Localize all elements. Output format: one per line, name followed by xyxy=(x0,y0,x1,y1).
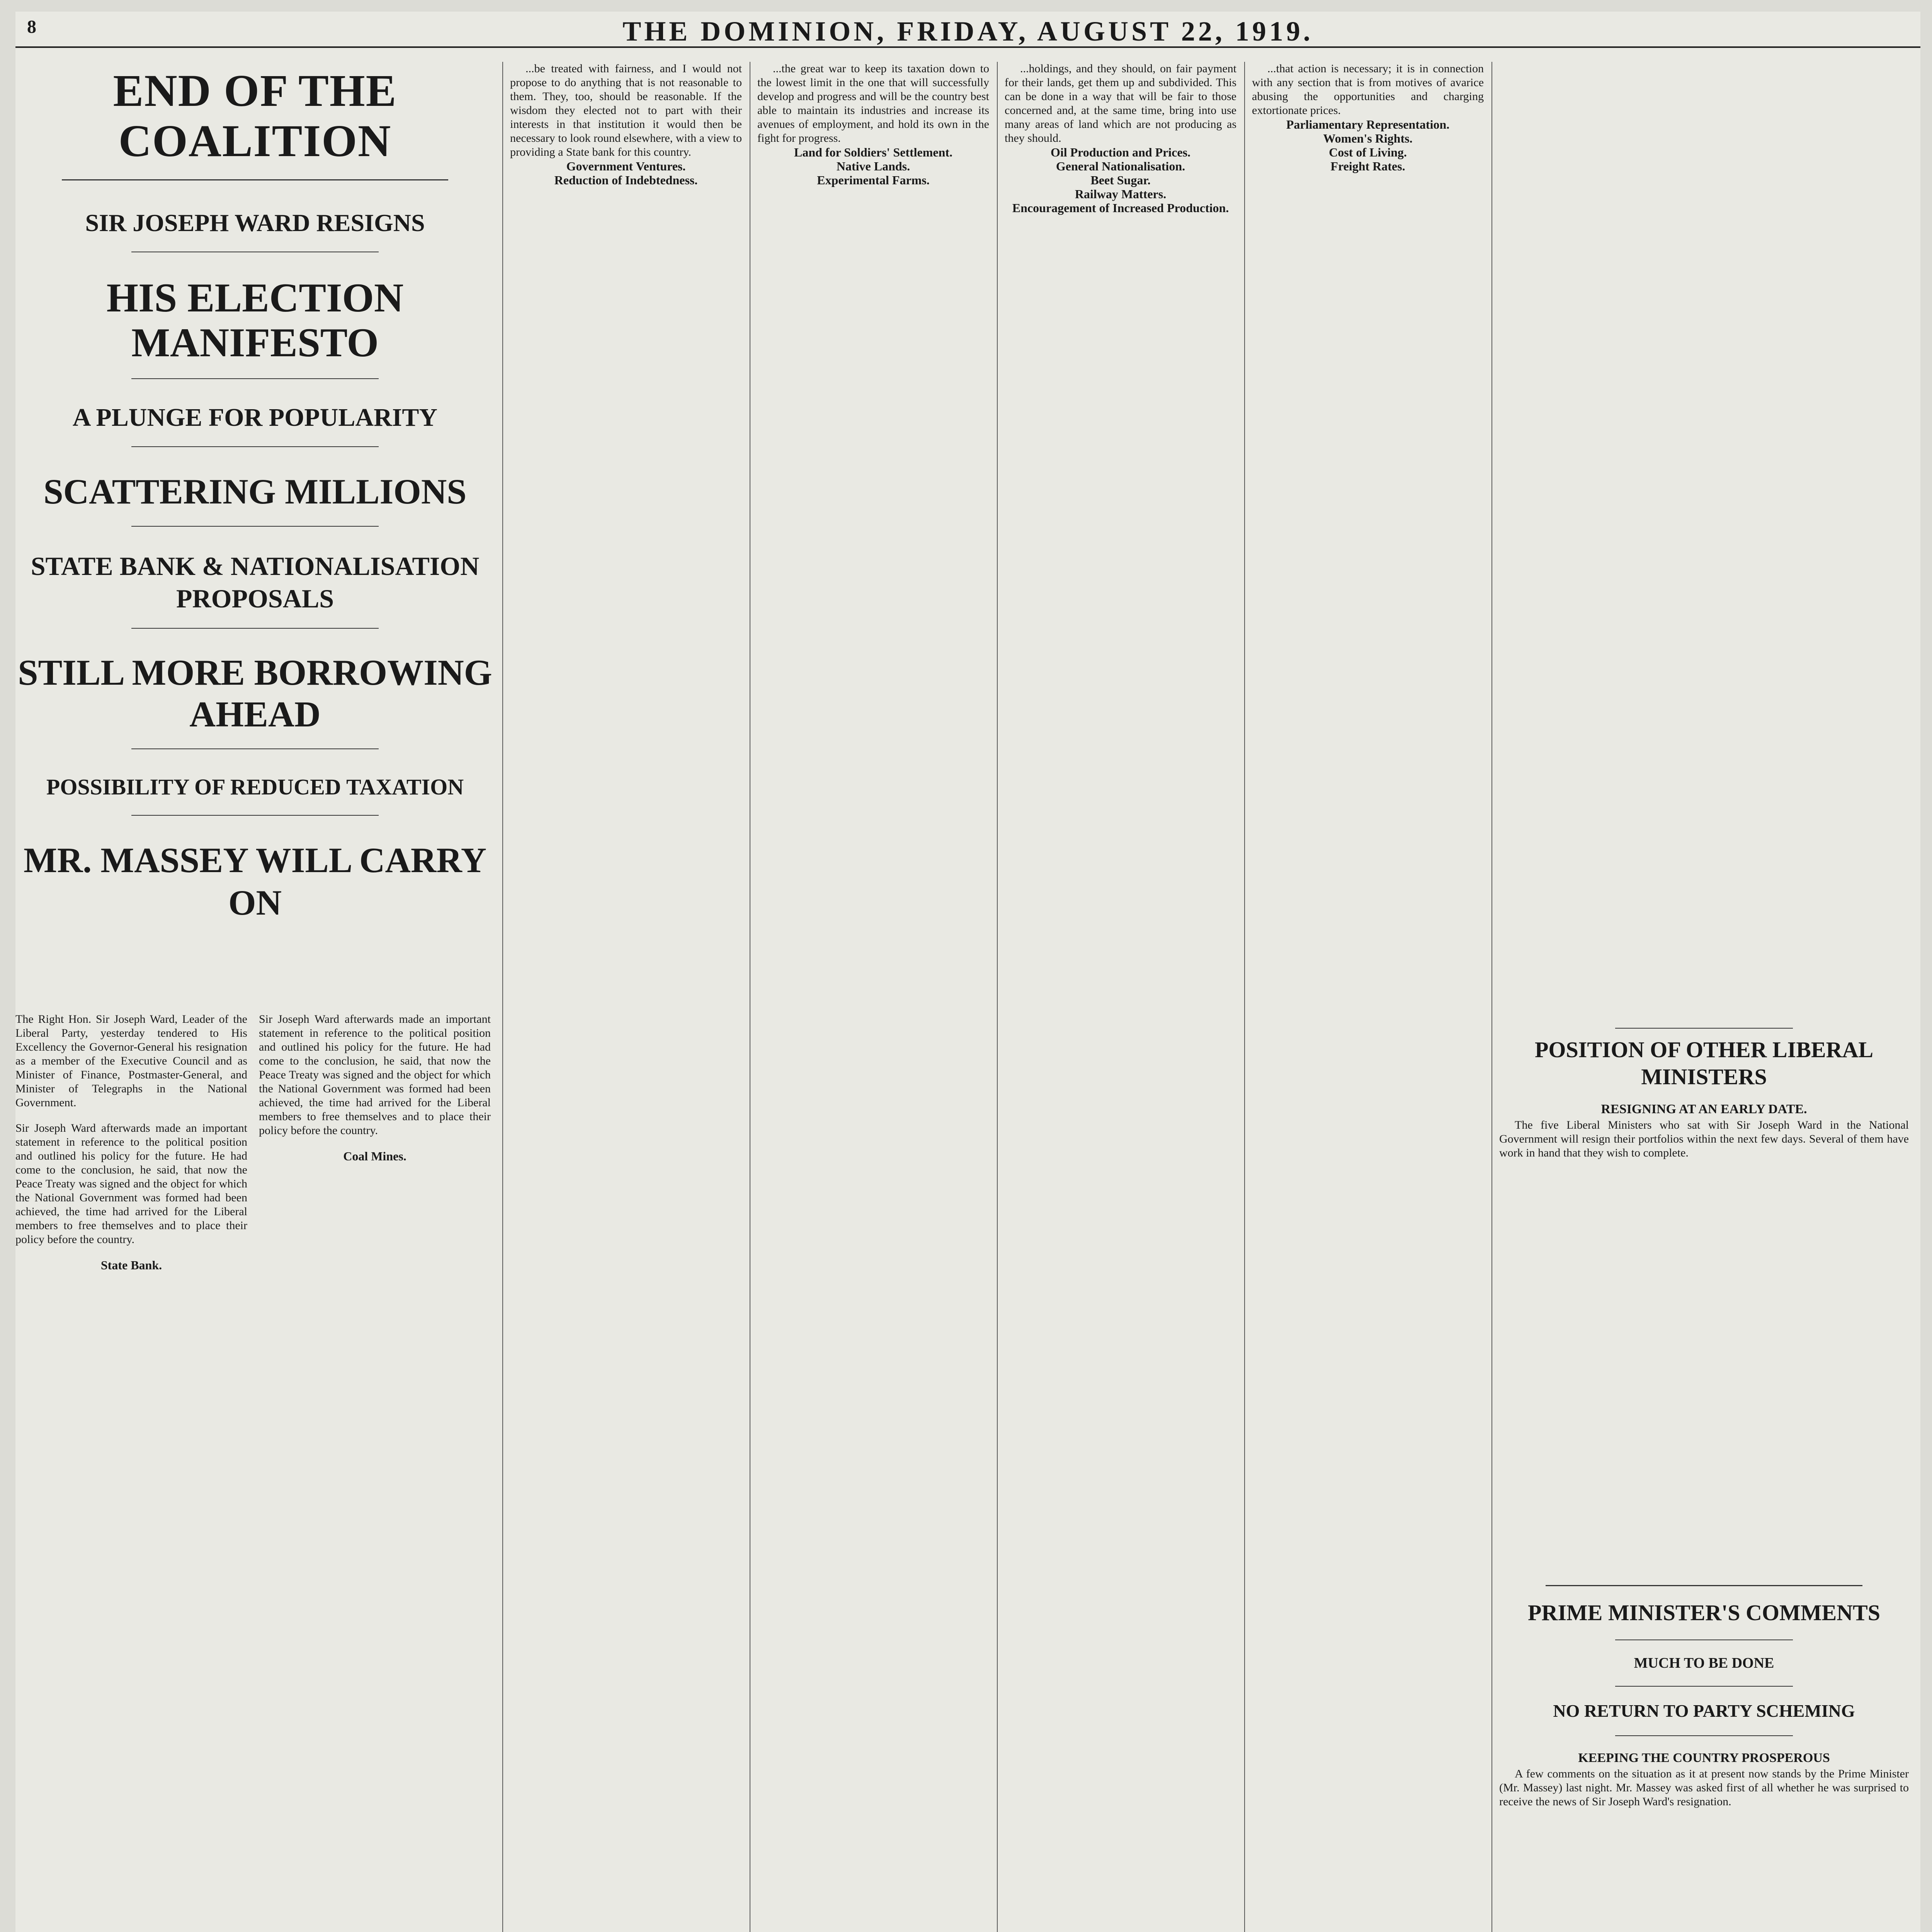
column-6 xyxy=(1499,62,1909,1932)
divider xyxy=(131,628,379,629)
page-number: 8 xyxy=(27,17,36,37)
headline-7: STILL MORE BORROWING AHEAD xyxy=(18,653,492,735)
paragraph: Sir Joseph Ward afterwards made an important statement in reference to the political position and outlined his policy for the future. He had come to the conclusion, he said, that now the Peace Treaty was signed and the object for which the National Government was formed had been achieved, the time had arrived for the Liberal members to free themselves and to place their policy before the country. xyxy=(259,1013,491,1137)
sidebar-headline-2: MUCH TO BE DONE xyxy=(1634,1655,1774,1671)
lead-headlines xyxy=(15,66,495,924)
subhead: Beet Sugar. xyxy=(1090,173,1151,187)
subhead: State Bank. xyxy=(100,1258,162,1272)
divider xyxy=(1615,1028,1793,1029)
headline-5: SCATTERING MILLIONS xyxy=(43,472,467,511)
running-head: THE DOMINION, FRIDAY, AUGUST 22, 1919. xyxy=(622,16,1313,47)
sidebar-headline-3: NO RETURN TO PARTY SCHEMING xyxy=(1553,1701,1855,1721)
subhead: Coal Mines. xyxy=(343,1149,406,1163)
sidebar-headline-4: KEEPING THE COUNTRY PROSPEROUS xyxy=(1578,1751,1830,1765)
subhead: Land for Soldiers' Settlement. xyxy=(794,145,953,159)
sidebar-subhead: RESIGNING AT AN EARLY DATE. xyxy=(1601,1102,1807,1116)
divider xyxy=(131,446,379,447)
subhead: Women's Rights. xyxy=(1323,131,1413,145)
column-5 xyxy=(1252,62,1484,1932)
paragraph: ...that action is necessary; it is in connection with any section that is from motives of avarice abusing the opportunities and charging extortionate prices. xyxy=(1252,62,1484,117)
divider xyxy=(131,526,379,527)
newspaper-page xyxy=(15,12,1920,1932)
column-4 xyxy=(1005,62,1236,1932)
subhead: General Nationalisation. xyxy=(1056,159,1185,173)
column-rule xyxy=(1244,62,1245,1932)
lead-body xyxy=(15,1001,495,1932)
paragraph: Sir Joseph Ward afterwards made an important statement in reference to the political position and outlined his policy for the future. He had come to the conclusion, he said, that now the Peace Treaty was signed and the object for which the National Government was formed had been achieved, the time had arrived for the Liberal members to free themselves and to place their policy before the country. xyxy=(15,1122,247,1246)
subhead: Oil Production and Prices. xyxy=(1050,145,1191,159)
subhead: Government Ventures. xyxy=(566,159,686,173)
column-3 xyxy=(757,62,989,1932)
lead-body-col-2 xyxy=(259,1001,491,1932)
divider xyxy=(1615,1735,1793,1736)
divider xyxy=(1615,1639,1793,1640)
paragraph: A few comments on the situation as it at present now stands by the Prime Minister (Mr. Massey) last night. Mr. Massey was asked first of all whether he was surprised to receive the news of Sir Joseph Ward's resignation. xyxy=(1499,1767,1909,1808)
paragraph: ...holdings, and they should, on fair payment for their lands, get them up and subdivided. This can be done in a way that will be fair to those concerned and, at the same time, bring into use many areas of land which are not producing as they should. xyxy=(1005,62,1236,145)
paragraph: The Right Hon. Sir Joseph Ward, Leader of the Liberal Party, yesterday tendered to His Excellency the Governor-General his resignation as a member of the Executive Council and as Minister of Finance, Postmaster-General, and Minister of Telegraphs in the National Government. xyxy=(15,1013,247,1109)
divider xyxy=(62,179,448,180)
sidebar-headline-1: PRIME MINISTER'S COMMENTS xyxy=(1528,1600,1880,1625)
column-2 xyxy=(510,62,742,1932)
headline-8: POSSIBILITY OF REDUCED TAXATION xyxy=(46,774,464,799)
headline-4: A PLUNGE FOR POPULARITY xyxy=(72,403,438,432)
column-rule xyxy=(502,62,503,1932)
sidebar-headline: POSITION OF OTHER LIBERAL MINISTERS xyxy=(1534,1037,1874,1089)
subhead: Railway Matters. xyxy=(1075,187,1167,201)
column-rule xyxy=(997,62,998,1932)
headline-1: END OF THE COALITION xyxy=(113,65,397,166)
paragraph: The five Liberal Ministers who sat with Sir Joseph Ward in the National Government will resign their portfolios within the next few days. Several of them have work in hand that they wish to complete. xyxy=(1499,1119,1909,1159)
headline-2: SIR JOSEPH WARD RESIGNS xyxy=(85,209,425,236)
divider xyxy=(131,378,379,379)
lead-body-col-1 xyxy=(15,1001,247,1932)
paragraph: ...the great war to keep its taxation down to the lowest limit in the one that will successfully develop and progress and will be the country best able to maintain its industries and increase its avenues of employment, and hold its own in the fight for progress. xyxy=(757,62,989,145)
subhead: Encouragement of Increased Production. xyxy=(1012,201,1229,215)
subhead: Experimental Farms. xyxy=(817,173,930,187)
headline-9: MR. MASSEY WILL CARRY ON xyxy=(23,840,487,922)
paragraph: ...be treated with fairness, and I would not propose to do anything that is not reasonable to them. They, too, should be reasonable. If the wisdom they elected not to part with their interests in that institution it would then be necessary to look round elsewhere, with a view to providing a State bank for this country. xyxy=(510,62,742,158)
headline-6: STATE BANK & NATIONALISATION PROPOSALS xyxy=(31,551,480,613)
subhead: Freight Rates. xyxy=(1330,159,1405,173)
divider xyxy=(131,815,379,816)
subhead: Native Lands. xyxy=(836,159,910,173)
divider xyxy=(131,748,379,749)
masthead xyxy=(15,12,1920,48)
subhead: Cost of Living. xyxy=(1329,145,1407,159)
subhead: Reduction of Indebtedness. xyxy=(554,173,698,187)
divider xyxy=(1615,1686,1793,1687)
sidebar-bottom-story xyxy=(1499,1585,1909,1809)
headline-3: HIS ELECTION MANIFESTO xyxy=(106,275,404,365)
divider xyxy=(1546,1585,1862,1586)
sidebar-top-story xyxy=(1499,1028,1909,1160)
subhead: Parliamentary Representation. xyxy=(1286,117,1450,131)
